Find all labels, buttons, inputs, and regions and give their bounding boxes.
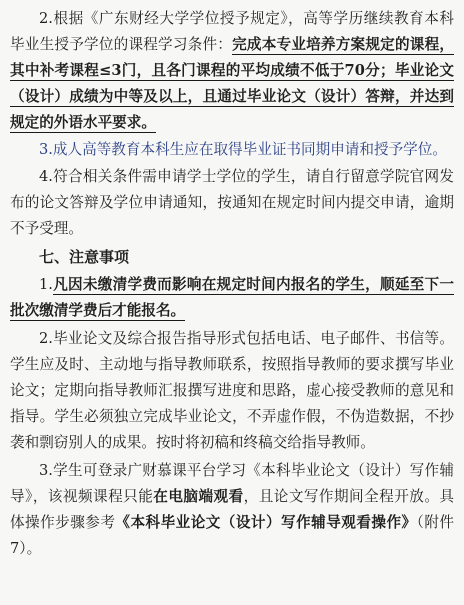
paragraph-tuition-notice: [10, 272, 454, 324]
degree-conditions-lead: 2.根据《广东财经大学学位授予规定》，高等学历继续教育本科毕业生授予学位的课程学习条件：: [10, 10, 454, 53]
paragraph-thesis-guidance: 2.毕业论文及综合报告指导形式包括电话、电子邮件、书信等。学生应及时、主动地与指导教师联系，按照指导教师的要求撰写毕业论文；定期向指导教师汇报撰写进度和思路，虚心接受教师的意见和指导。学生必须独立完成毕业论文，不弄虚作假，不伪造数据，不抄袭和剽窃别人的成果。按时将初稿和终稿交给指导教师。: [10, 330, 454, 451]
paragraph-mooc-course: [10, 458, 454, 562]
mooc-course-mid: ，且论文写作期间全程开放。具体操作步骤参考: [10, 488, 454, 531]
paragraph-degree-timing: 3.成人高等教育本科生应在取得毕业证书同期申请和授予学位。: [39, 141, 447, 158]
degree-conditions-emphasis: 完成本专业培养方案规定的课程，其中补考课程≤3门，且各门课程的平均成绩不低于70分；毕业论文（设计）成绩为中等及以上，且通过毕业论文（设计）答辩，并达到规定的外语水平要求。: [10, 36, 454, 131]
mooc-course-attachment: （附件7）。: [10, 514, 454, 557]
mooc-course-guide-title: 《本科毕业论文（设计）写作辅导观看操作》: [115, 514, 417, 531]
paragraph-degree-conditions: [10, 6, 454, 136]
mooc-course-desktop-only: 在电脑端观看: [153, 488, 244, 505]
tuition-notice-emphasis: 凡因未缴清学费而影响在规定时间内报名的学生，顺延至下一批次缴清学费后才能报名。: [10, 276, 454, 319]
section-title-notes: 七、注意事项: [39, 248, 130, 266]
mooc-course-lead: 3.学生可登录广财慕课平台学习《本科毕业论文（设计）写作辅导》，该视频课程只能: [10, 462, 454, 505]
tuition-notice-lead: 1.: [39, 276, 53, 293]
paragraph-degree-application: 4.符合相关条件需申请学士学位的学生，请自行留意学院官网发布的论文答辩及学位申请通知，按通知在规定时间内提交申请，逾期不予受理。: [10, 168, 454, 237]
